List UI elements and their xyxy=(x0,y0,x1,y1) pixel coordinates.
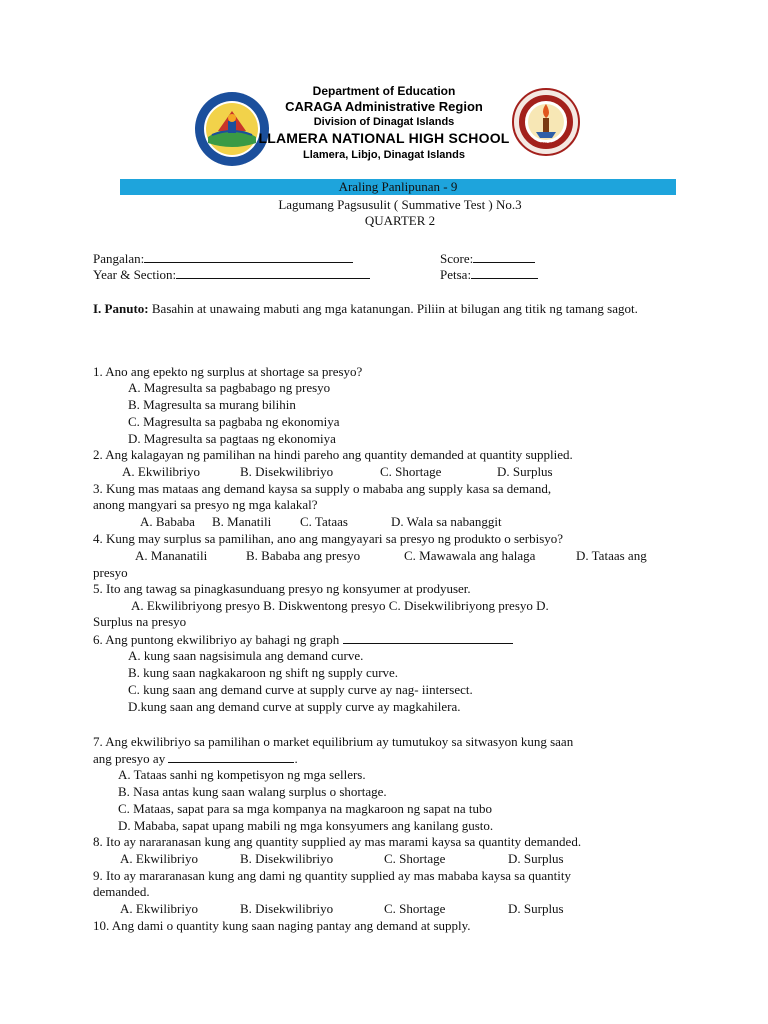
q6-blank[interactable] xyxy=(343,631,513,644)
question-6-text: 6. Ang puntong ekwilibriyo ay bahagi ng graph xyxy=(93,632,340,647)
instructions xyxy=(93,300,673,317)
question-3: 3. Kung mas mataas ang demand kaysa sa supply o mababa ang supply kasa sa demand, xyxy=(93,481,552,496)
q7-option-b[interactable]: B. Nasa antas kung saan walang surplus o shortage. xyxy=(118,784,387,799)
header-division: Division of Dinagat Islands xyxy=(313,116,455,128)
question-5: 5. Ito ang tawag sa pinagkasunduang presyo ng konsyumer at prodyuser. xyxy=(93,581,471,596)
q7-option-d[interactable]: D. Mababa, sapat upang mabili ng mga konsyumers ang kanilang gusto. xyxy=(118,818,494,833)
q3-option-d[interactable]: D. Wala sa nabanggit xyxy=(391,514,502,529)
q2-option-d[interactable]: D. Surplus xyxy=(497,464,553,479)
q8-option-c[interactable]: C. Shortage xyxy=(384,851,446,866)
subject-title: Araling Panlipunan - 9 xyxy=(338,179,458,194)
subject-band xyxy=(120,179,676,195)
q7-option-a[interactable]: A. Tataas sanhi ng kompetisyon ng mga sellers. xyxy=(118,767,366,782)
q6-option-b[interactable]: B. kung saan nagkakaroon ng shift ng supply curve. xyxy=(128,665,399,680)
name-field xyxy=(93,250,353,267)
section-field xyxy=(93,266,370,283)
question-7-cont: ang presyo ay . xyxy=(93,751,298,766)
q8-option-d[interactable]: D. Surplus xyxy=(508,851,564,866)
header-region: CARAGA Administrative Region xyxy=(285,99,483,114)
name-label: Pangalan: xyxy=(93,251,145,266)
score-field xyxy=(440,250,535,267)
q6-option-c[interactable]: C. kung saan ang demand curve at supply curve ay nag- iintersect. xyxy=(128,682,473,697)
q6-option-a[interactable]: A. kung saan nagsisimula ang demand curve. xyxy=(128,648,364,663)
q4-option-d-cont: presyo xyxy=(93,565,128,580)
question-2: 2. Ang kalagayan ng pamilihan na hindi pareho ang quantity demanded at quantity supplied. xyxy=(93,447,573,462)
q3-option-c[interactable]: C. Tataas xyxy=(300,514,348,529)
date-label: Petsa: xyxy=(440,267,472,282)
q1-option-d[interactable]: D. Magresulta sa pagtaas ng ekonomiya xyxy=(128,431,336,446)
q4-option-c[interactable]: C. Mawawala ang halaga xyxy=(404,548,536,563)
score-blank[interactable] xyxy=(473,250,535,263)
q9-option-c[interactable]: C. Shortage xyxy=(384,901,446,916)
header-department: Department of Education xyxy=(312,84,456,98)
name-blank[interactable] xyxy=(144,250,353,263)
question-9-cont: demanded. xyxy=(93,884,150,899)
question-9: 9. Ito ay mararanasan kung ang dami ng quantity supplied ay mas mababa kaysa sa quantity xyxy=(93,868,571,883)
q6-option-d[interactable]: D.kung saan ang demand curve at supply curve ay magkahilera. xyxy=(128,699,461,714)
date-blank[interactable] xyxy=(471,266,538,279)
question-7-cont-text: ang presyo ay xyxy=(93,751,166,766)
q2-option-b[interactable]: B. Disekwilibriyo xyxy=(240,464,334,479)
instructions-label: I. Panuto: xyxy=(93,301,149,316)
q5-options[interactable]: A. Ekwilibriyong presyo B. Diskwentong presyo C. Disekwilibriyong presyo D. xyxy=(131,598,549,613)
date-field xyxy=(440,266,538,283)
question-3-cont: anong mangyari sa presyo ng mga kalakal? xyxy=(93,497,318,512)
test-title: Lagumang Pagsusulit ( Summative Test ) No.3 xyxy=(278,197,522,212)
q7-option-c[interactable]: C. Mataas, sapat para sa mga kompanya na magkaroon ng sapat na tubo xyxy=(118,801,492,816)
q8-option-b[interactable]: B. Disekwilibriyo xyxy=(240,851,334,866)
q2-option-a[interactable]: A. Ekwilibriyo xyxy=(122,464,200,479)
q2-option-c[interactable]: C. Shortage xyxy=(380,464,442,479)
svg-text:SINCE 1969: SINCE 1969 xyxy=(532,142,560,148)
q8-option-a[interactable]: A. Ekwilibriyo xyxy=(120,851,198,866)
q4-option-d[interactable]: D. Tataas ang xyxy=(576,548,647,563)
section-label: Year & Section: xyxy=(93,267,177,282)
q4-option-a[interactable]: A. Mananatili xyxy=(135,548,208,563)
q9-option-d[interactable]: D. Surplus xyxy=(508,901,564,916)
q7-blank[interactable] xyxy=(168,750,294,763)
q9-option-a[interactable]: A. Ekwilibriyo xyxy=(120,901,198,916)
score-label: Score: xyxy=(440,251,474,266)
q3-option-b[interactable]: B. Manatili xyxy=(212,514,272,529)
letterhead xyxy=(0,84,768,163)
q5-options-cont: Surplus na presyo xyxy=(93,614,187,629)
q1-option-c[interactable]: C. Magresulta sa pagbaba ng ekonomiya xyxy=(128,414,340,429)
question-10: 10. Ang dami o quantity kung saan naging pantay ang demand at supply. xyxy=(93,918,471,933)
q9-option-b[interactable]: B. Disekwilibriyo xyxy=(240,901,334,916)
question-1: 1. Ano ang epekto ng surplus at shortage sa presyo? xyxy=(93,364,363,379)
q4-option-b[interactable]: B. Bababa ang presyo xyxy=(246,548,361,563)
q1-option-b[interactable]: B. Magresulta sa murang bilihin xyxy=(128,397,296,412)
section-blank[interactable] xyxy=(176,266,370,279)
question-6 xyxy=(93,631,513,648)
instructions-text: Basahin at unawaing mabuti ang mga katanungan. Piliin at bilugan ang titik ng tamang sagot. xyxy=(148,301,638,316)
question-4: 4. Kung may surplus sa pamilihan, ano ang mangyayari sa presyo ng produkto o serbisyo? xyxy=(93,531,564,546)
header-address: Llamera, Libjo, Dinagat Islands xyxy=(303,149,465,161)
question-7: 7. Ang ekwilibriyo sa pamilihan o market equilibrium ay tumutukoy sa sitwasyon kung saan xyxy=(93,734,574,749)
quarter-title: QUARTER 2 xyxy=(364,213,436,228)
header-school: LLAMERA NATIONAL HIGH SCHOOL xyxy=(258,130,510,146)
q3-option-a[interactable]: A. Bababa xyxy=(140,514,195,529)
question-8: 8. Ito ay nararanasan kung ang quantity supplied ay mas marami kaysa sa quantity demanded. xyxy=(93,834,582,849)
q1-option-a[interactable]: A. Magresulta sa pagbabago ng presyo xyxy=(128,380,331,395)
